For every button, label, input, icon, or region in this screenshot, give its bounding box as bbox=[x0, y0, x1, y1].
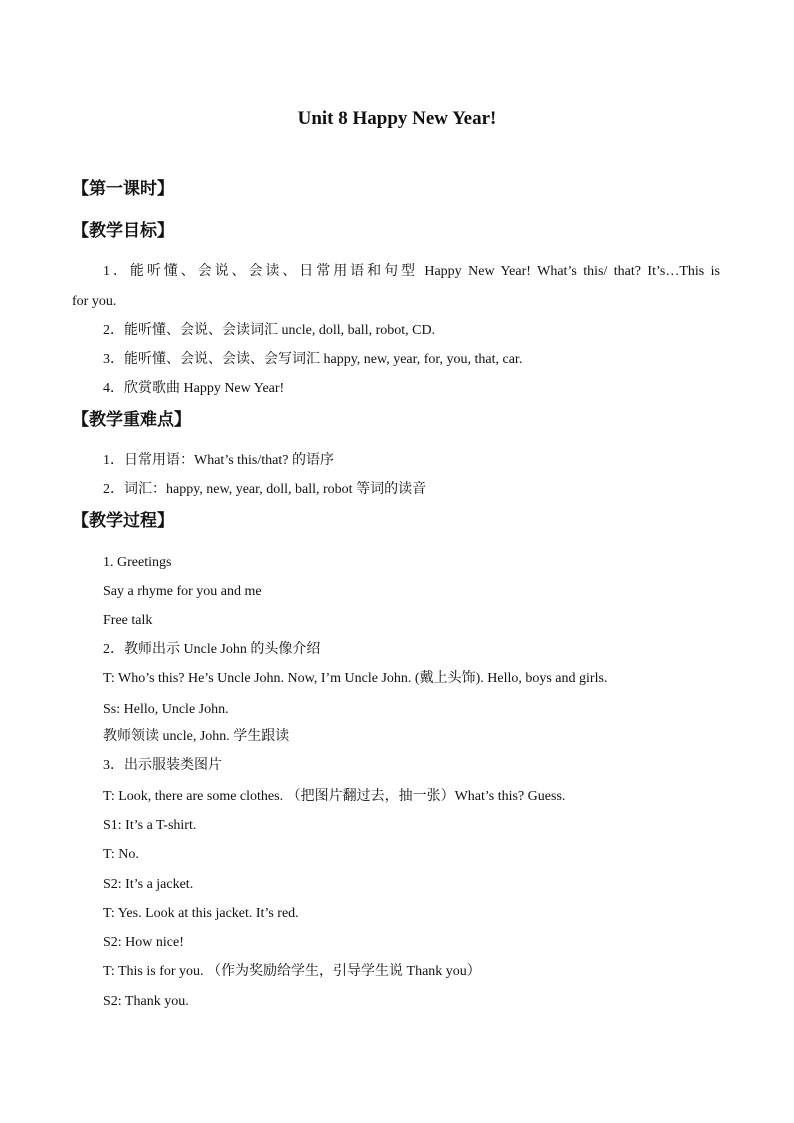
process-line: T: This is for you. （作为奖励给学生，引导学生说 Thank you） bbox=[103, 964, 481, 979]
process-line: T: No. bbox=[103, 847, 139, 862]
process-line: 1. Greetings bbox=[103, 555, 172, 570]
goal-line-1-cont: for you. bbox=[72, 294, 117, 309]
section-heading-keypoints: 【教学重难点】 bbox=[72, 410, 191, 430]
process-line: T: Look, there are some clothes. （把图片翻过去，抽一张）What’s this? Guess. bbox=[103, 789, 566, 804]
process-line: S1: It’s a T-shirt. bbox=[103, 818, 197, 833]
goal-line-3: 3．能听懂、会说、会读、会写词汇 happy, new, year, for, you, that, car. bbox=[103, 352, 523, 367]
process-line: S2: Thank you. bbox=[103, 994, 189, 1009]
goal-line-4: 4．欣赏歌曲 Happy New Year! bbox=[103, 381, 285, 396]
process-line: T: Yes. Look at this jacket. It’s red. bbox=[103, 906, 299, 921]
document-title: Unit 8 Happy New Year! bbox=[297, 108, 497, 129]
process-line: S2: It’s a jacket. bbox=[103, 877, 194, 892]
process-line: Ss: Hello, Uncle John. bbox=[103, 702, 229, 717]
goal-line-2: 2．能听懂、会说、会读词汇 uncle, doll, ball, robot, CD. bbox=[103, 323, 436, 338]
process-line: 2．教师出示 Uncle John 的头像介绍 bbox=[103, 642, 321, 657]
section-heading-goals: 【教学目标】 bbox=[72, 221, 174, 241]
section-heading-lesson: 【第一课时】 bbox=[72, 179, 174, 199]
process-line: Free talk bbox=[103, 613, 153, 628]
process-line: 教师领读 uncle, John. 学生跟读 bbox=[103, 729, 290, 744]
process-line: Say a rhyme for you and me bbox=[103, 584, 262, 599]
process-line: T: Who’s this? He’s Uncle John. Now, I’m Uncle John. (戴上头饰). Hello, boys and girls. bbox=[103, 671, 608, 686]
process-line: 3．出示服装类图片 bbox=[103, 758, 222, 773]
process-line: S2: How nice! bbox=[103, 935, 184, 950]
goal-line-1: 1．能听懂、会说、会读、日常用语和句型 Happy New Year! What’s this/ that? It’s…This is bbox=[103, 264, 720, 279]
section-heading-process: 【教学过程】 bbox=[72, 511, 174, 531]
keypoint-line-1: 1．日常用语：What’s this/that? 的语序 bbox=[103, 453, 334, 468]
keypoint-line-2: 2．词汇：happy, new, year, doll, ball, robot 等词的读音 bbox=[103, 482, 427, 497]
